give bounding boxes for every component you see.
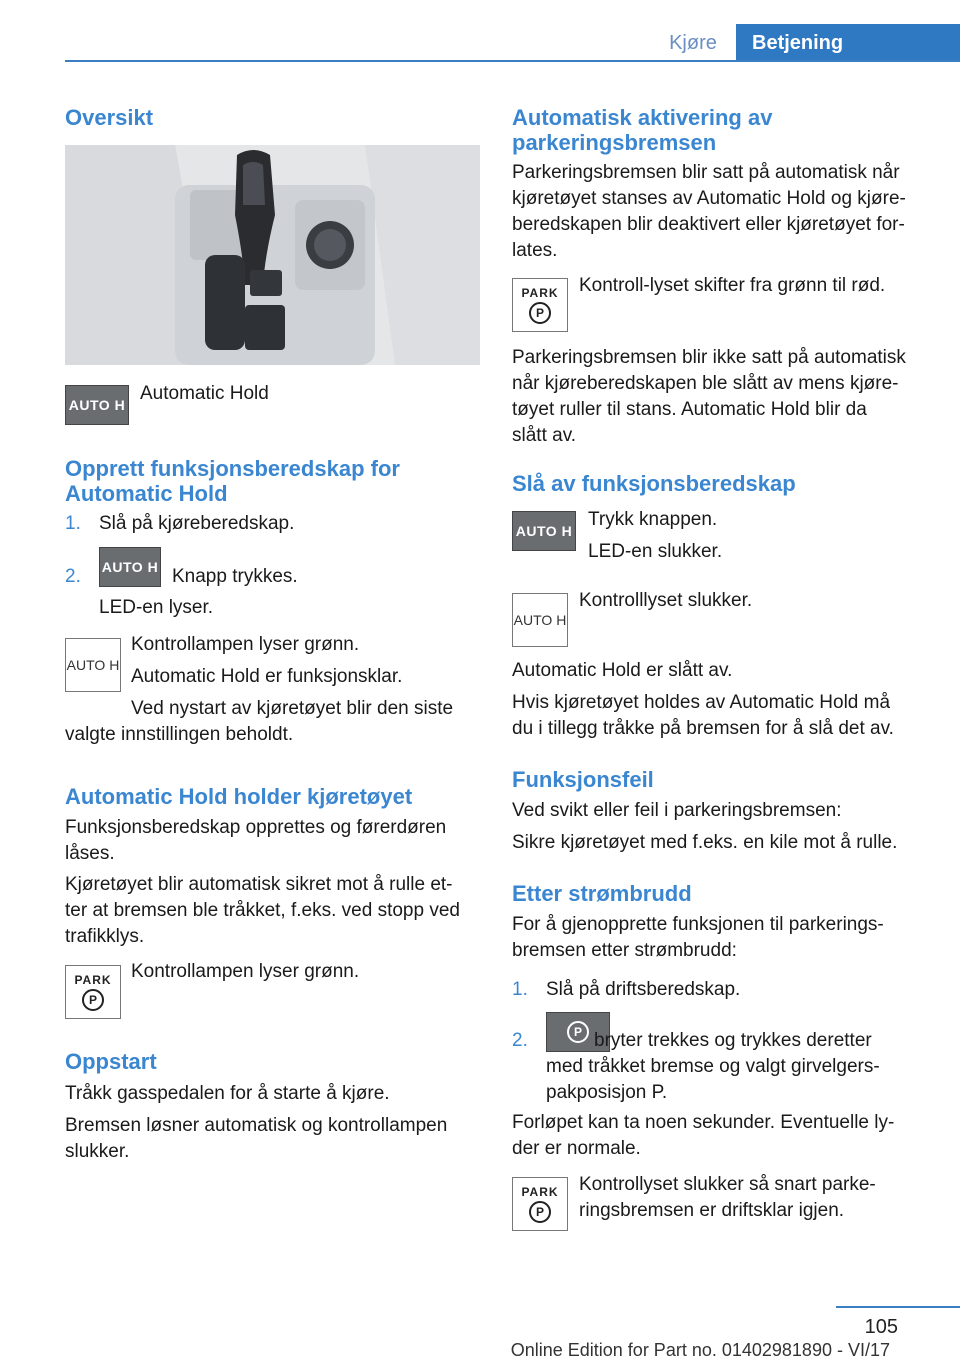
paragraph: du i tillegg tråkke på bremsen for å slå det av. [512, 718, 894, 739]
step-text: med tråkket bremse og valgt girvelgers‐ [546, 1056, 880, 1077]
gear-console-illustration [65, 145, 480, 365]
heading-oversikt: Oversikt [65, 105, 154, 130]
step-number: 1. [512, 979, 528, 1000]
paragraph: beredskapen blir deaktivert eller kjøretøyet for‐ [512, 214, 905, 235]
step-text: Knapp trykkes. [172, 566, 298, 587]
park-icon [512, 278, 568, 332]
park-label: PARK [74, 973, 112, 987]
heading-auto-aktivering-line2: parkeringsbremsen [512, 130, 717, 155]
auto-h-icon: AUTO H [512, 511, 576, 551]
tab-kjore[interactable]: Kjøre [669, 32, 717, 54]
paragraph: Automatic Hold er slått av. [512, 660, 733, 681]
paragraph: Ved svikt eller feil i parkeringsbremsen: [512, 800, 842, 821]
paragraph: Kontrolllyset slukker. [579, 590, 753, 611]
heading-holder: Automatic Hold holder kjøretøyet [65, 784, 413, 809]
tab-betjening[interactable]: Betjening [736, 24, 960, 62]
heading-opprett-line2: Automatic Hold [65, 481, 228, 506]
heading-auto-aktivering-line1: Automatisk aktivering av [512, 105, 773, 130]
paragraph: der er normale. [512, 1138, 641, 1159]
paragraph: tøyet ruller til stans. Automatic Hold blir da [512, 399, 867, 420]
p-circle: P [529, 1201, 551, 1223]
p-circle: P [529, 302, 551, 324]
paragraph: Forløpet kan ta noen sekunder. Eventuelle ly‐ [512, 1112, 895, 1133]
automatic-hold-label: Automatic Hold [140, 383, 269, 404]
paragraph: Bremsen løsner automatisk og kontrollampen [65, 1115, 448, 1136]
paragraph: låses. [65, 843, 115, 864]
park-icon [65, 965, 121, 1019]
auto-h-icon: AUTO H [65, 385, 129, 425]
park-icon [512, 1177, 568, 1231]
paragraph: For å gjenopprette funksjonen til parkerings‐ [512, 914, 884, 935]
footer-divider [836, 1306, 960, 1308]
paragraph: Funksjonsberedskap opprettes og førerdøren [65, 817, 447, 838]
paragraph: Trykk knappen. [588, 509, 718, 530]
step-number: 2. [65, 566, 81, 587]
p-circle: P [82, 989, 104, 1011]
paragraph: Automatic Hold er funksjonsklar. [131, 666, 403, 687]
header-divider [65, 60, 960, 62]
paragraph: Ved nystart av kjøretøyet blir den siste [131, 698, 454, 719]
heading-sla-av: Slå av funksjonsberedskap [512, 471, 796, 496]
paragraph: LED-en lyser. [99, 597, 214, 618]
paragraph: lates. [512, 240, 558, 261]
p-circle: P [567, 1021, 589, 1043]
heading-opprett-line1: Opprett funksjonsberedskap for [65, 456, 400, 481]
page-number: 105 [864, 1316, 898, 1338]
auto-h-indicator-icon: AUTO H [65, 638, 121, 692]
park-label: PARK [521, 286, 559, 300]
step-number: 1. [65, 513, 81, 534]
paragraph: valgte innstillingen beholdt. [65, 724, 294, 745]
paragraph: Hvis kjøretøyet holdes av Automatic Hold må [512, 692, 891, 713]
paragraph: Kontroll-lyset skifter fra grønn til rød. [579, 275, 886, 296]
heading-funksjonsfeil: Funksjonsfeil [512, 767, 654, 792]
paragraph: Kjøretøyet blir automatisk sikret mot å rulle et‐ [65, 874, 453, 895]
park-label: PARK [521, 1185, 559, 1199]
paragraph: når kjøreberedskapen ble slått av mens kjøre‐ [512, 373, 899, 394]
step-text: Slå på driftsberedskap. [546, 979, 741, 1000]
paragraph: Kontrollampen lyser grønn. [131, 961, 360, 982]
step-text: pakposisjon P. [546, 1082, 668, 1103]
step-text: bryter trekkes og trykkes deretter [594, 1030, 872, 1051]
auto-h-indicator-icon: AUTO H [512, 593, 568, 647]
paragraph: LED-en slukker. [588, 541, 723, 562]
paragraph: Parkeringsbremsen blir ikke satt på automatisk [512, 347, 906, 368]
paragraph: Sikre kjøretøyet med f.eks. en kile mot å rulle. [512, 832, 898, 853]
paragraph: Parkeringsbremsen blir satt på automatisk når [512, 162, 900, 183]
paragraph: ringsbremsen er driftsklar igjen. [579, 1200, 845, 1221]
heading-oppstart: Oppstart [65, 1049, 157, 1074]
step-number: 2. [512, 1030, 528, 1051]
paragraph: Kontrollyset slukker så snart parke‐ [579, 1174, 876, 1195]
paragraph: Kontrollampen lyser grønn. [131, 634, 360, 655]
gear-console-photo [65, 145, 480, 365]
paragraph: Tråkk gasspedalen for å starte å kjøre. [65, 1083, 390, 1104]
paragraph: slått av. [512, 425, 577, 446]
edition-info: Online Edition for Part no. 01402981890 - VI/17 [510, 1340, 890, 1360]
paragraph: slukker. [65, 1141, 130, 1162]
paragraph: kjøretøyet stanses av Automatic Hold og kjøre‐ [512, 188, 906, 209]
paragraph: trafikklys. [65, 926, 145, 947]
heading-etter-strombrudd: Etter strømbrudd [512, 881, 692, 906]
paragraph: bremsen etter strømbrudd: [512, 940, 737, 961]
auto-h-icon: AUTO H [99, 547, 161, 587]
paragraph: ter at bremsen ble tråkket, f.eks. ved stopp ved [65, 900, 460, 921]
step-text: Slå på kjøreberedskap. [99, 513, 295, 534]
